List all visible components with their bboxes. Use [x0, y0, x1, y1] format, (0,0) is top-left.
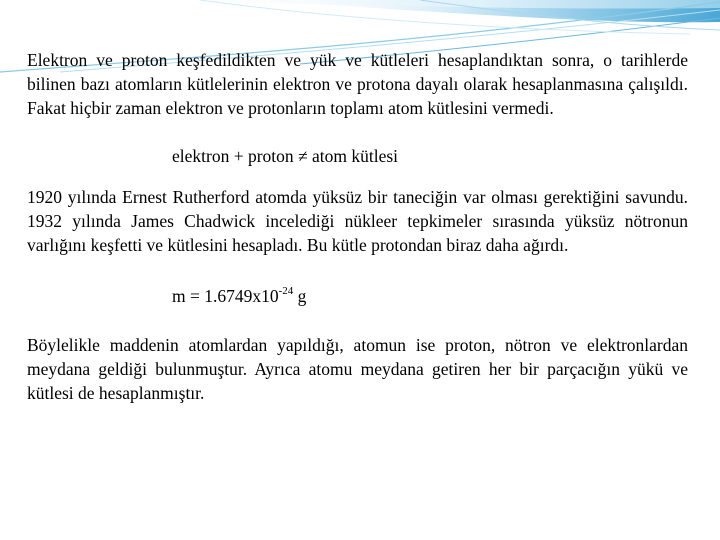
paragraph-neutron: 1920 yılında Ernest Rutherford atomda yüksüz bir taneciğin var olması gerektiğini savundu. 1932 yılında James Chadwick incelediği nükleer tepkimeler sırasında yüksüz nötronun varlığını keşfetti ve kütlesini hesapladı. Bu kütle protondan biraz daha ağırdı.: [27, 187, 688, 255]
formula-unit: g: [293, 286, 307, 306]
paragraph-conclusion: Böylelikle maddenin atomlardan yapıldığı, atomun ise proton, nötron ve elektronlardan meydana geldiği bulunmuştur. Ayrıca atomu meydana getiren her bir parçacığın yükü ve kütlesi de hesaplanmıştır.: [27, 335, 688, 403]
formula-neutron-mass: [27, 284, 688, 308]
slide-body: [27, 48, 688, 405]
paragraph-discovery: Elektron ve proton keşfedildikten ve yük ve kütleleri hesaplandıktan sonra, o tarihlerde bilinen bazı atomların kütlelerinin elektron ve protona dayalı olarak hesaplanmasına çalışıldı. Fakat hiçbir zaman elektron ve protonların toplamı atom kütlesini vermedi.: [27, 50, 688, 118]
formula-base: m = 1.6749x10: [172, 286, 279, 306]
formula-mass-inequality: elektron + proton ≠ atom kütlesi: [172, 146, 399, 166]
formula-exponent: -24: [278, 285, 294, 298]
